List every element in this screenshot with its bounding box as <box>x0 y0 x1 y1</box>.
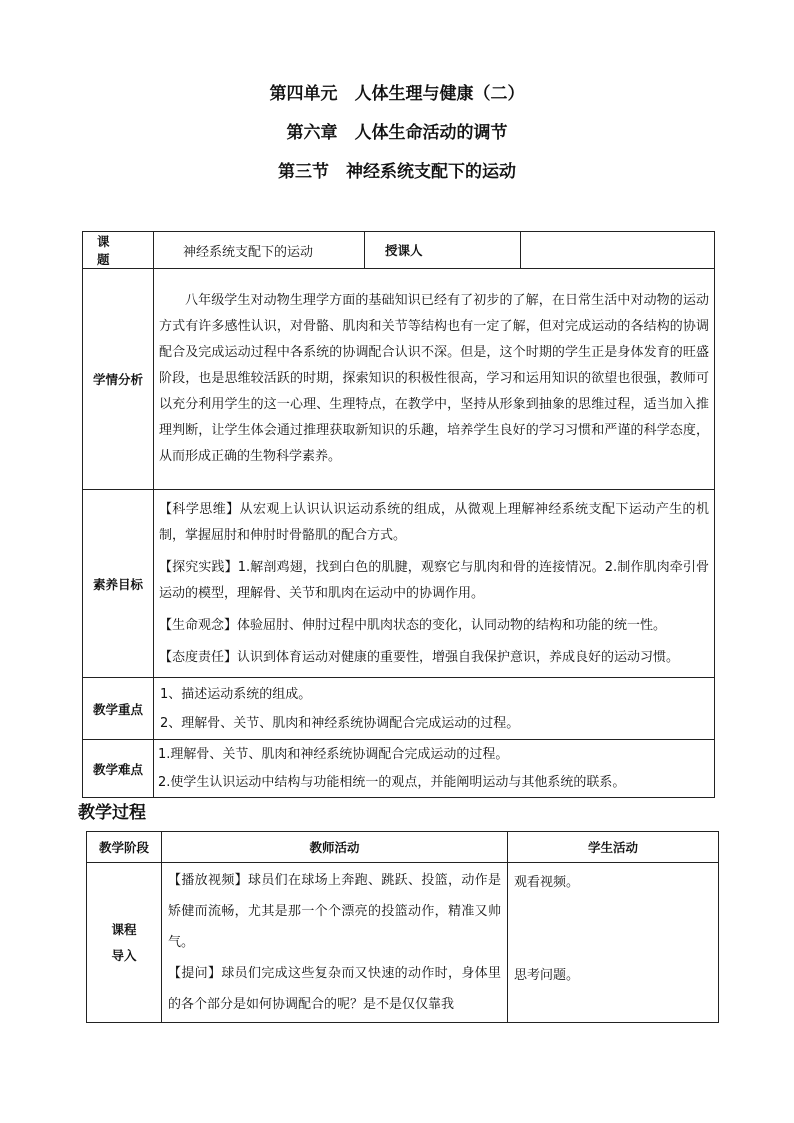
teacher-value <box>521 232 715 269</box>
document-titles <box>0 84 794 201</box>
process-heading: 教学过程 <box>78 803 146 823</box>
topic-value: 神经系统支配下的运动 <box>154 232 365 269</box>
goal-item: 【生命观念】体验屈肘、伸肘过程中肌肉状态的变化，认同动物的结构和功能的统一性。 <box>159 617 667 633</box>
key-label: 教学重点 <box>83 678 154 740</box>
teaching-process-table <box>86 831 719 1023</box>
unit-title: 第四单元 人体生理与健康（二） <box>269 84 525 104</box>
teacher-activity-cell <box>162 863 508 1023</box>
goals-cell <box>154 490 715 678</box>
analysis-cell <box>154 269 715 490</box>
teacher-activity-text: 【提问】球员们完成这些复杂而又快速的动作时，身体里的各个部分是如何协调配合的呢？是不是仅仅靠我 <box>168 966 501 1012</box>
section-title: 第三节 神经系统支配下的运动 <box>278 162 516 182</box>
key-cell <box>154 678 715 740</box>
goal-item: 【探究实践】1.解剖鸡翅，找到白色的肌腱，观察它与肌肉和骨的连接情况。2.制作肌肉牵引骨运动的模型，理解骨、关节和肌肉在运动中的协调作用。 <box>159 559 709 601</box>
student-activity-text: 思考问题。 <box>514 968 580 983</box>
header-student: 学生活动 <box>508 832 719 863</box>
stage-line: 导入 <box>111 947 137 963</box>
difficulty-cell <box>154 740 715 798</box>
header-teacher: 教师活动 <box>162 832 508 863</box>
difficulty-point: 2.使学生认识运动中结构与功能相统一的观点，并能阐明运动与其他系统的联系。 <box>158 774 626 790</box>
teacher-activity-text: 【播放视频】球员们在球场上奔跑、跳跃、投篮，动作是矫健而流畅，尤其是那一个个漂亮的投篮动作，精准又帅气。 <box>168 873 501 950</box>
difficulty-point: 1.理解骨、关节、肌肉和神经系统协调配合完成运动的过程。 <box>158 746 509 762</box>
chapter-title: 第六章 人体生命活动的调节 <box>286 123 508 143</box>
stage-line: 课程 <box>111 921 137 937</box>
difficulty-label: 教学难点 <box>83 740 154 798</box>
key-point: 1、描述运动系统的组成。 <box>160 686 312 702</box>
header-stage: 教学阶段 <box>87 832 162 863</box>
student-activity-text: 观看视频。 <box>514 875 580 890</box>
lesson-info-table <box>82 231 715 798</box>
student-activity-cell <box>508 863 719 1023</box>
topic-label-cell <box>83 232 154 269</box>
analysis-label: 学情分析 <box>83 269 154 490</box>
goals-label: 素养目标 <box>83 490 154 678</box>
analysis-text: 八年级学生对动物生理学方面的基础知识已经有了初步的了解，在日常生活中对动物的运动方式有许多感性认识，对骨骼、肌肉和关节等结构也有一定了解，但对完成运动的各结构的协调配合及完成运动过程中各系统的协调配合认识不深。但是，这个时期的学生正是身体发育的旺盛阶段，也是思维较活跃的时期，探索知识的积极性很高，学习和运用知识的欲望也很强，教师可以充分利用学生的这一心理、生理特点，在教学中，坚持从形象到抽象的思维过程，适当加入推理判断，让学生体会通过推理获取新知识的乐趣，培养学生良好的学习习惯和严谨的科学态度，从而形成正确的生物科学素养。 <box>159 293 709 464</box>
teacher-label: 授课人 <box>365 232 521 269</box>
topic-label: 课 题 <box>97 234 135 267</box>
key-point: 2、理解骨、关节、肌肉和神经系统协调配合完成运动的过程。 <box>160 715 520 731</box>
goal-item: 【科学思维】从宏观上认识认识运动系统的组成，从微观上理解神经系统支配下运动产生的机制，掌握屈肘和伸肘时骨骼肌的配合方式。 <box>159 501 709 543</box>
goal-item: 【态度责任】认识到体育运动对健康的重要性，增强自我保护意识，养成良好的运动习惯。 <box>159 649 680 665</box>
stage-cell <box>87 863 162 1023</box>
